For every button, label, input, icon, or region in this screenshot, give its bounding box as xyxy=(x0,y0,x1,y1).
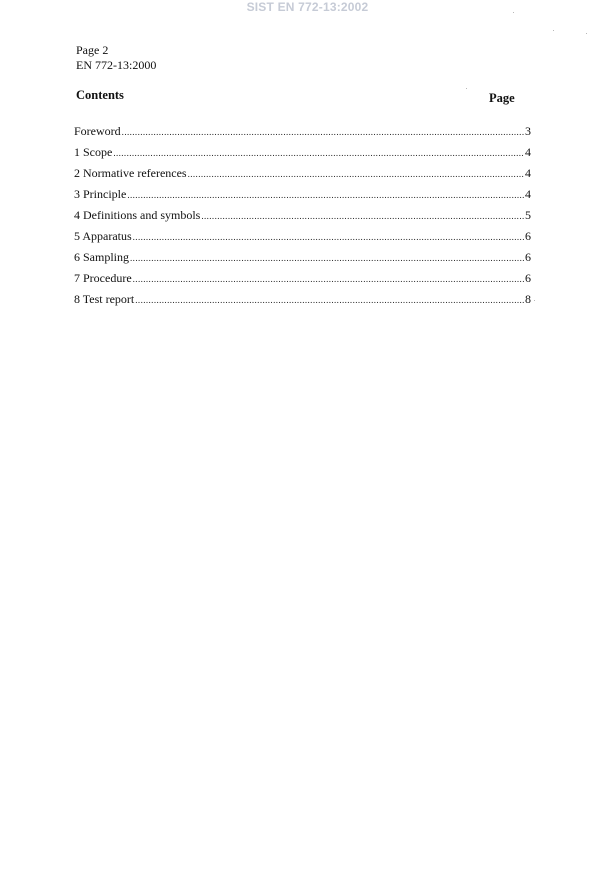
page-column-heading: Page xyxy=(489,91,515,105)
toc-leader-dots xyxy=(130,253,524,263)
scan-speck xyxy=(513,12,514,13)
toc-entry-principle[interactable] xyxy=(74,187,531,208)
page-number-line: Page 2 xyxy=(76,43,109,57)
toc-entry-label: 5 Apparatus xyxy=(74,229,132,243)
toc-entry-scope[interactable] xyxy=(74,145,531,166)
toc-entry-label: Foreword xyxy=(74,124,121,138)
toc-entry-label: 8 Test report xyxy=(74,292,135,306)
scan-speck xyxy=(534,300,535,301)
toc-entry-page: 8 xyxy=(525,292,531,306)
toc-entry-page: 3 xyxy=(525,124,531,138)
page-header xyxy=(76,43,156,73)
toc-entry-sampling[interactable] xyxy=(74,250,531,271)
toc-entry-page: 4 xyxy=(525,187,531,201)
toc-entry-normative-references[interactable] xyxy=(74,166,531,187)
toc-entry-page: 6 xyxy=(525,271,531,285)
toc-leader-dots xyxy=(122,127,524,137)
scan-speck xyxy=(586,33,587,34)
toc-leader-dots xyxy=(127,190,524,200)
toc-entry-test-report[interactable] xyxy=(74,292,531,313)
toc-entry-page: 5 xyxy=(525,208,531,222)
toc-entry-page: 4 xyxy=(525,166,531,180)
toc-entry-procedure[interactable] xyxy=(74,271,531,292)
toc-entry-foreword[interactable] xyxy=(74,124,531,145)
toc-entry-page: 6 xyxy=(525,250,531,264)
toc-entry-definitions-and-symbols[interactable] xyxy=(74,208,531,229)
toc-entry-label: 1 Scope xyxy=(74,145,113,159)
contents-heading: Contents xyxy=(76,88,124,102)
table-of-contents xyxy=(74,124,531,313)
toc-entry-label: 6 Sampling xyxy=(74,250,130,264)
watermark: SIST EN 772-13:2002 xyxy=(246,0,369,14)
toc-leader-dots xyxy=(133,274,524,284)
scan-speck xyxy=(466,88,467,89)
toc-entry-label: 2 Normative references xyxy=(74,166,187,180)
toc-leader-dots xyxy=(135,295,524,305)
document-id: EN 772-13:2000 xyxy=(76,58,157,72)
toc-entry-page: 6 xyxy=(525,229,531,243)
toc-entry-apparatus[interactable] xyxy=(74,229,531,250)
toc-leader-dots xyxy=(201,211,524,221)
scan-speck xyxy=(553,30,554,31)
toc-entry-label: 3 Principle xyxy=(74,187,127,201)
toc-entry-label: 7 Procedure xyxy=(74,271,132,285)
toc-entry-page: 4 xyxy=(525,145,531,159)
toc-entry-label: 4 Definitions and symbols xyxy=(74,208,201,222)
toc-leader-dots xyxy=(188,169,524,179)
toc-leader-dots xyxy=(133,232,524,242)
toc-leader-dots xyxy=(113,148,524,158)
